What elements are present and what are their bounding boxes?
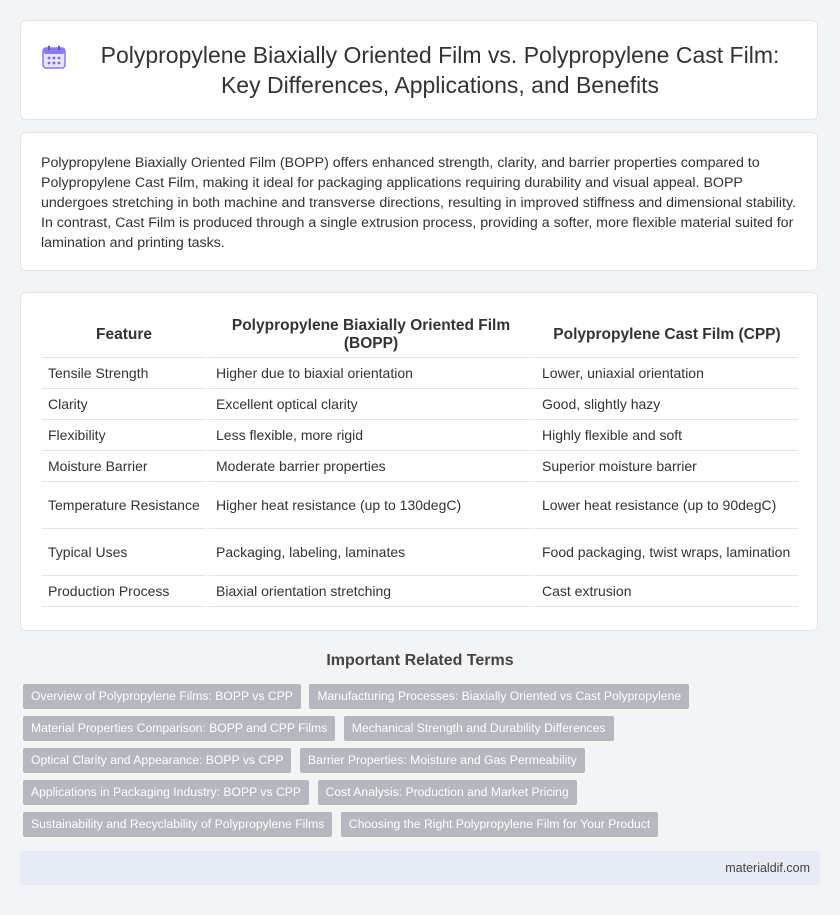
header-cpp: Polypropylene Cast Film (CPP) (532, 313, 798, 358)
table-cell: Tensile Strength (42, 358, 206, 389)
table-cell: Highly flexible and soft (532, 420, 798, 451)
table-cell: Good, slightly hazy (532, 389, 798, 420)
table-cell: Lower heat resistance (up to 90degC) (532, 482, 798, 529)
table-cell: Less flexible, more rigid (206, 420, 532, 451)
related-term-chip[interactable]: Mechanical Strength and Durability Differences (344, 716, 614, 741)
table-cell: Clarity (42, 389, 206, 420)
header-card (20, 20, 818, 120)
related-term-chip[interactable]: Barrier Properties: Moisture and Gas Permeability (300, 748, 585, 773)
table-cell: Flexibility (42, 420, 206, 451)
table-row (42, 529, 798, 576)
table-cell: Food packaging, twist wraps, lamination (532, 529, 798, 576)
related-terms-title: Important Related Terms (326, 652, 514, 669)
table-cell: Temperature Resistance (42, 482, 206, 529)
intro-paragraph: Polypropylene Biaxially Oriented Film (BOPP) offers enhanced strength, clarity, and barrier properties compared to Polypropylene Cast Film, making it ideal for packaging applications requiring durability and visual appeal. BOPP undergoes stretching in both machine and transverse directions, resulting in improved stiffness and dimensional stability. In contrast, Cast Film is produced through a single extrusion process, providing a softer, more flexible material suited for lamination and printing tasks. (41, 155, 796, 251)
related-terms-list (23, 684, 823, 844)
table-cell: Production Process (42, 576, 206, 607)
comparison-table (42, 313, 798, 607)
page-title: Polypropylene Biaxially Oriented Film vs. Polypropylene Cast Film: Key Differences, Applications, and Benefits (100, 42, 780, 98)
intro-card (20, 132, 818, 271)
table-cell: Superior moisture barrier (532, 451, 798, 482)
table-cell: Typical Uses (42, 529, 206, 576)
table-cell: Higher due to biaxial orientation (206, 358, 532, 389)
table-cell: Excellent optical clarity (206, 389, 532, 420)
table-row (42, 576, 798, 607)
related-term-chip[interactable]: Overview of Polypropylene Films: BOPP vs CPP (23, 684, 301, 709)
calendar-icon (41, 44, 67, 70)
footer (20, 851, 820, 885)
header-bopp: Polypropylene Biaxially Oriented Film (BOPP) (206, 313, 532, 358)
table-cell: Biaxial orientation stretching (206, 576, 532, 607)
table-cell: Lower, uniaxial orientation (532, 358, 798, 389)
table-cell: Cast extrusion (532, 576, 798, 607)
table-row (42, 389, 798, 420)
table-cell: Moderate barrier properties (206, 451, 532, 482)
table-row (42, 482, 798, 529)
related-term-chip[interactable]: Choosing the Right Polypropylene Film for Your Product (341, 812, 658, 837)
header-feature: Feature (42, 313, 206, 358)
table-cell: Higher heat resistance (up to 130degC) (206, 482, 532, 529)
related-term-chip[interactable]: Applications in Packaging Industry: BOPP vs CPP (23, 780, 309, 805)
related-term-chip[interactable]: Material Properties Comparison: BOPP and CPP Films (23, 716, 335, 741)
related-term-chip[interactable]: Optical Clarity and Appearance: BOPP vs CPP (23, 748, 291, 773)
table-cell: Moisture Barrier (42, 451, 206, 482)
table-row (42, 358, 798, 389)
related-term-chip[interactable]: Manufacturing Processes: Biaxially Oriented vs Cast Polypropylene (309, 684, 689, 709)
footer-site-link[interactable]: materialdif.com (725, 861, 810, 875)
table-cell: Packaging, labeling, laminates (206, 529, 532, 576)
related-term-chip[interactable]: Sustainability and Recyclability of Polypropylene Films (23, 812, 332, 837)
comparison-table-card (20, 292, 818, 631)
table-row (42, 420, 798, 451)
related-term-chip[interactable]: Cost Analysis: Production and Market Pricing (318, 780, 577, 805)
table-row (42, 451, 798, 482)
table-header-row (42, 313, 798, 358)
